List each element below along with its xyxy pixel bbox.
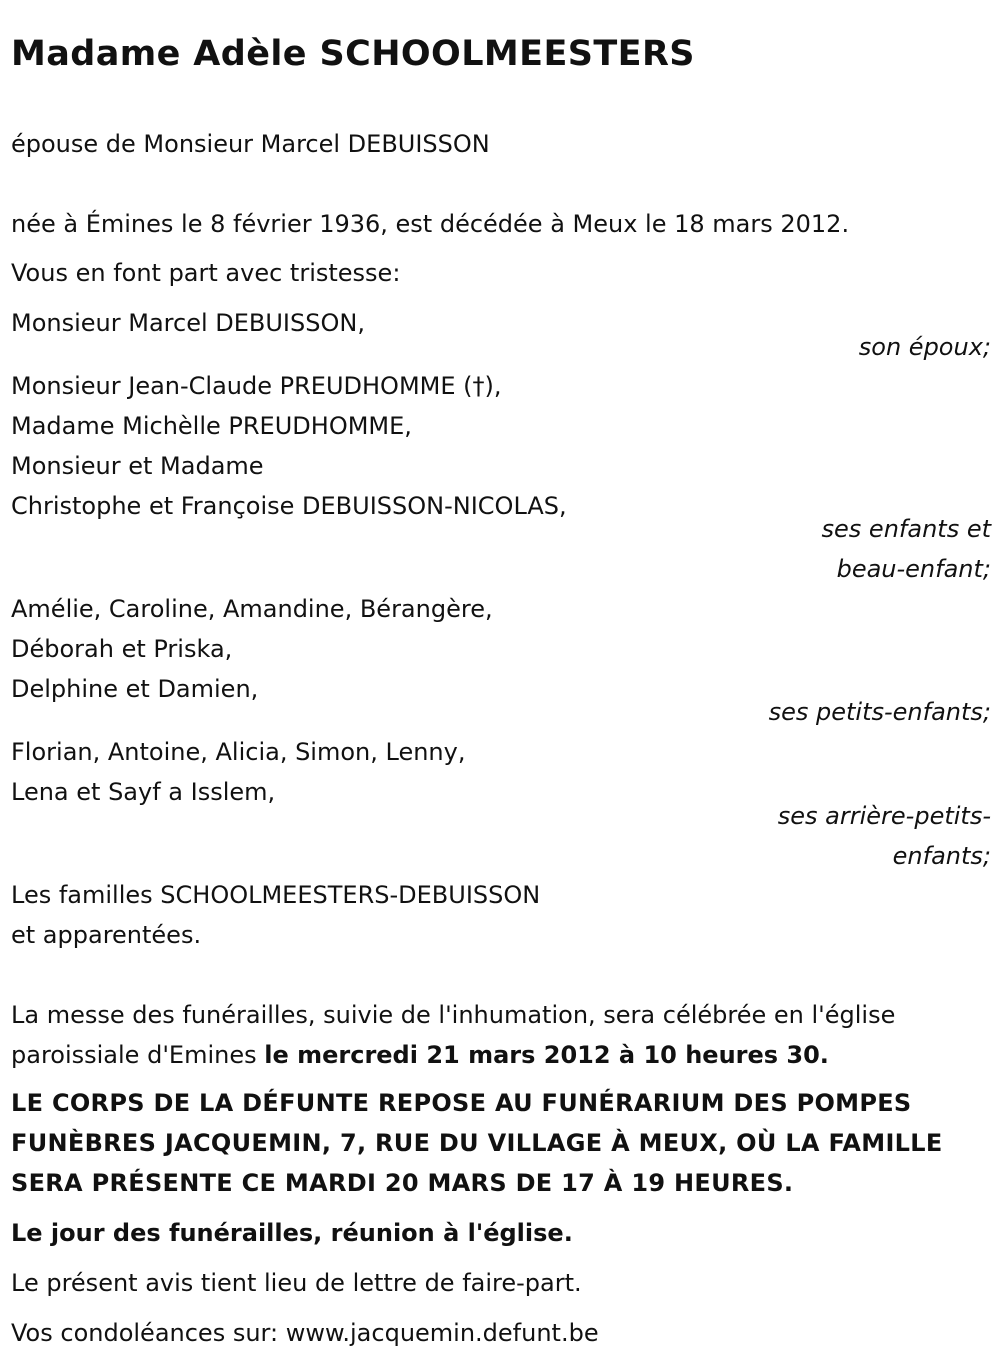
relation-label: beau-enfant; [836, 555, 991, 583]
family-name-line: Delphine et Damien, [11, 675, 259, 703]
repose-paragraph: LE CORPS DE LA DÉFUNTE REPOSE AU FUNÉRARIUM DES POMPES FUNÈBRES JACQUEMIN, 7, RUE DU VILLAGE À MEUX, OÙ LA FAMILLE SERA PRÉSENTE CE MARDI 20 MARS DE 17 À 19 HEURES. [11, 1089, 943, 1197]
spouse-line: épouse de Monsieur Marcel DEBUISSON [11, 130, 490, 158]
family-name-line: Monsieur Jean-Claude PREUDHOMME (†), [11, 372, 502, 400]
relation-label: ses arrière-petits- [777, 802, 991, 830]
family-name-line: Lena et Sayf a Isslem, [11, 778, 276, 806]
mass-paragraph [11, 995, 991, 1075]
family-name-line: Déborah et Priska, [11, 635, 233, 663]
church-meeting-line: Le jour des funérailles, réunion à l'église. [11, 1219, 573, 1247]
avis-line: Le présent avis tient lieu de lettre de faire-part. [11, 1269, 582, 1297]
family-name-line: Florian, Antoine, Alicia, Simon, Lenny, [11, 738, 466, 766]
relation-label: ses petits-enfants; [768, 698, 991, 726]
notice-title: Madame Adèle SCHOOLMEESTERS [11, 34, 695, 74]
relation-label: son époux; [858, 333, 991, 361]
announcement-line: Vous en font part avec tristesse: [11, 259, 401, 287]
mass-text: La messe des funérailles, suivie de l'inhumation, sera célébrée en l'église paroissiale d'Emines [11, 1001, 896, 1069]
family-name-line: Madame Michèlle PREUDHOMME, [11, 412, 412, 440]
relation-label: enfants; [892, 842, 991, 870]
mass-date: le mercredi 21 mars 2012 à 10 heures 30. [264, 1041, 829, 1069]
birth-death-line: née à Émines le 8 février 1936, est décédée à Meux le 18 mars 2012. [11, 210, 850, 238]
families-line: Les familles SCHOOLMEESTERS-DEBUISSON [11, 881, 541, 909]
family-name-line: Amélie, Caroline, Amandine, Bérangère, [11, 595, 493, 623]
relation-label: ses enfants et [821, 515, 991, 543]
family-name-line: Monsieur Marcel DEBUISSON, [11, 309, 365, 337]
condolences-line: Vos condoléances sur: www.jacquemin.defunt.be [11, 1319, 599, 1347]
family-name-line: Monsieur et Madame [11, 452, 264, 480]
families-line: et apparentées. [11, 921, 202, 949]
family-name-line: Christophe et Françoise DEBUISSON-NICOLAS, [11, 492, 567, 520]
